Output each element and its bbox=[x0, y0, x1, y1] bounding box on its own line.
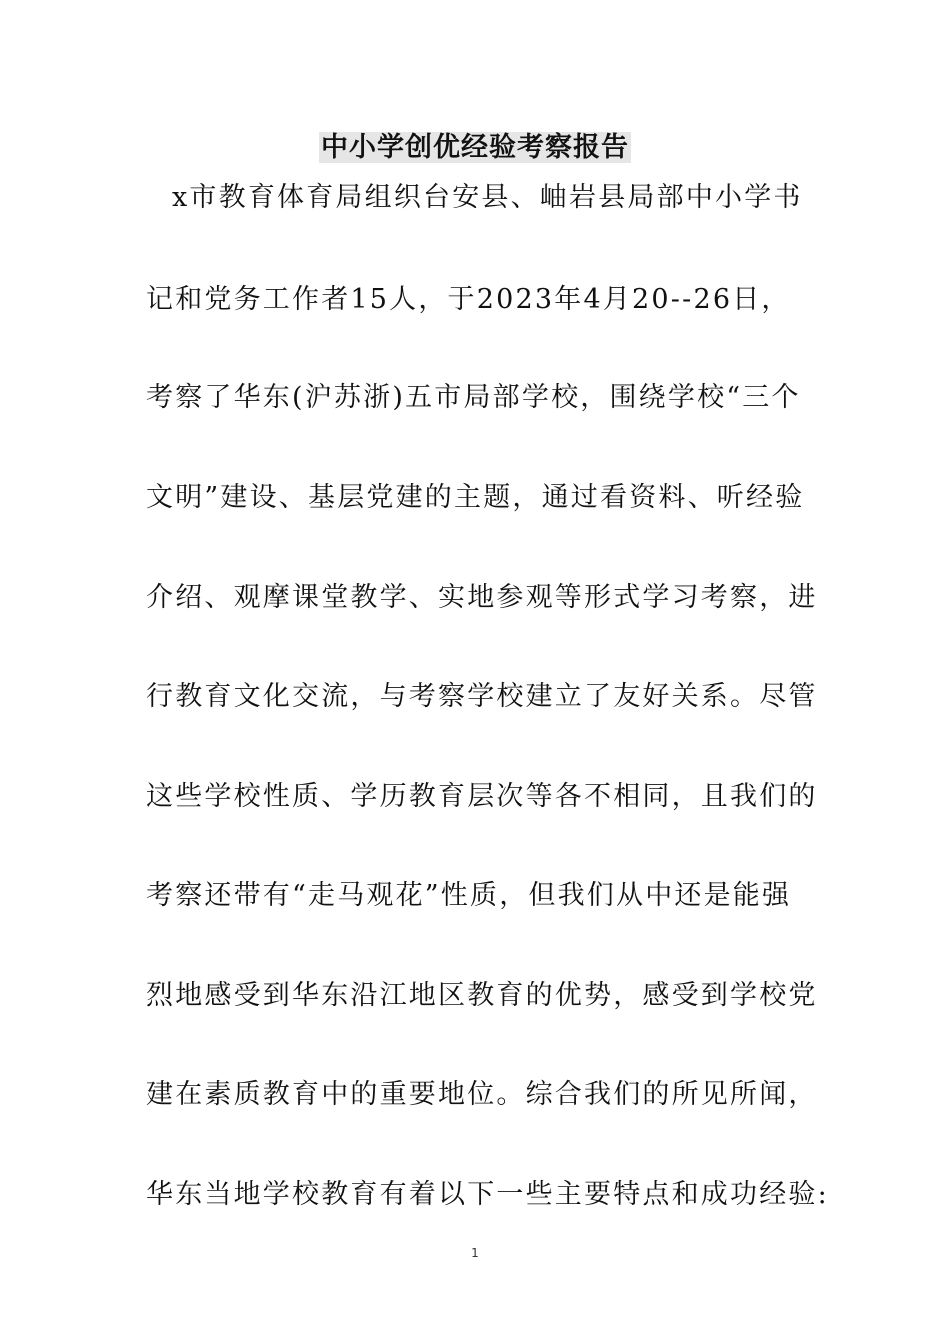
paragraph-line: 行教育文化交流，与考察学校建立了友好关系。尽管 bbox=[146, 681, 818, 712]
paragraph-line: 文明”建设、基层党建的主题，通过看资料、听经验 bbox=[146, 482, 805, 513]
document-title-text: 中小学创优经验考察报告 bbox=[321, 132, 629, 163]
paragraph-line: 介绍、观摩课堂教学、实地参观等形式学习考察，进 bbox=[146, 582, 818, 613]
paragraph-line: 这些学校性质、学历教育层次等各不相同，且我们的 bbox=[146, 781, 818, 812]
paragraph-line: x市教育体育局组织台安县、岫岩县局部中小学书 bbox=[172, 182, 803, 213]
paragraph-line: 烈地感受到华东沿江地区教育的优势，感受到学校党 bbox=[146, 980, 818, 1011]
paragraph-line: 华东当地学校教育有着以下一些主要特点和成功经验: bbox=[146, 1179, 829, 1210]
paragraph-line: 考察还带有“走马观花”性质，但我们从中还是能强 bbox=[146, 880, 792, 911]
document-title bbox=[0, 128, 950, 168]
paragraph-line: 建在素质教育中的重要地位。综合我们的所见所闻， bbox=[146, 1079, 818, 1110]
paragraph-line: 考察了华东(沪苏浙)五市局部学校，围绕学校“三个 bbox=[146, 382, 801, 413]
page-number: 1 bbox=[471, 1246, 479, 1260]
paragraph-line: 记和党务工作者15人，于2023年4月20--26日， bbox=[146, 284, 791, 315]
